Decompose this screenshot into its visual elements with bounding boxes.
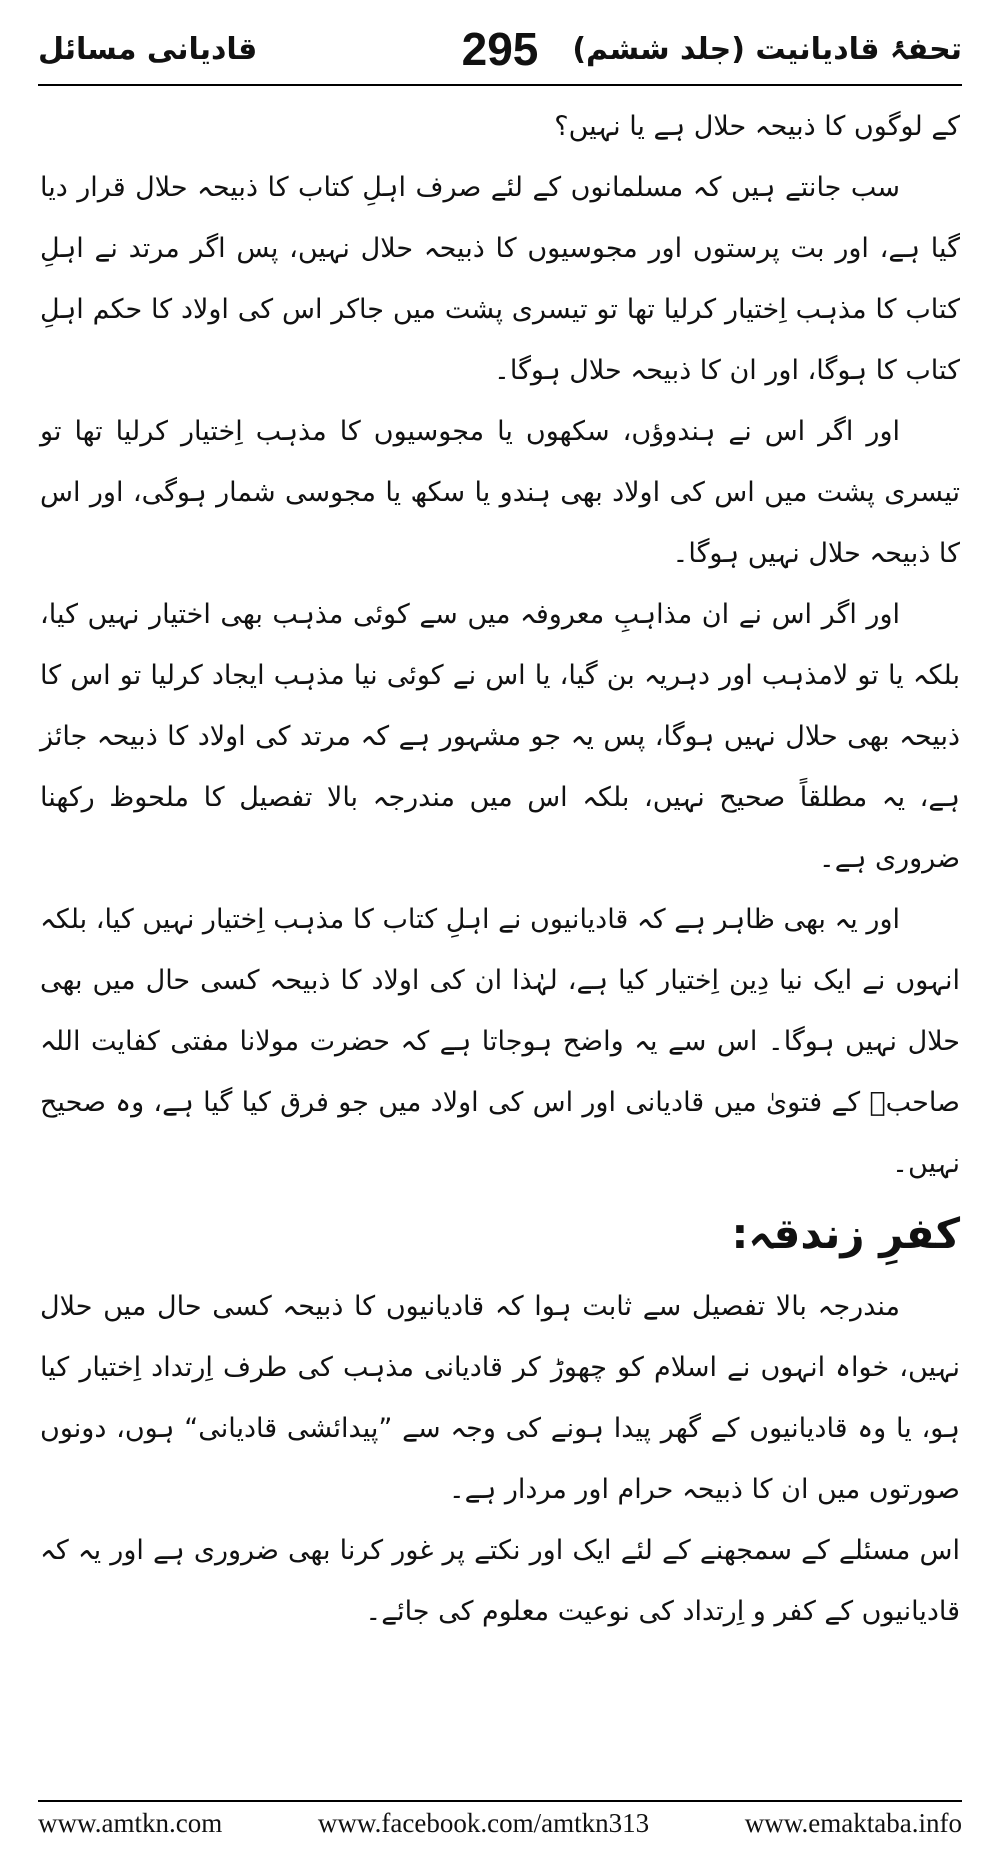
header-divider bbox=[38, 84, 962, 86]
footer-link-facebook[interactable]: www.facebook.com/amtkn313 bbox=[317, 1808, 650, 1838]
page-footer bbox=[38, 1808, 962, 1839]
body-paragraph: کے لوگوں کا ذبیحہ حلال ہے یا نہیں؟ bbox=[554, 111, 960, 142]
section-heading: کفرِ زندقہ: bbox=[731, 1209, 960, 1258]
body-paragraph: اور یہ بھی ظاہر ہے کہ قادیانیوں نے اہلِ کتاب کا مذہب اِختیار نہیں کیا، بلکہ انہوں نے ایک نیا دِین اِختیار کیا ہے، لہٰذا ان کی اولاد کا ذبیحہ کسی حال میں بھی حلال نہیں ہوگا۔ اس سے یہ واضح ہوجاتا ہے کہ حضرت مولانا مفتی کفایت اللہ صاحبؒ کے فتویٰ میں قادیانی اور اس کی اولاد میں جو فرق کیا گیا ہے، وہ صحیح نہیں۔ bbox=[40, 904, 960, 1179]
body-paragraph: اس مسئلے کے سمجھنے کے لئے ایک اور نکتے پر غور کرنا بھی ضروری ہے اور یہ کہ قادیانیوں کے کفر و اِرتداد کی نوعیت معلوم کی جائے۔ bbox=[40, 1535, 960, 1627]
page-header bbox=[38, 18, 962, 80]
footer-divider bbox=[38, 1800, 962, 1802]
body-paragraph: سب جانتے ہیں کہ مسلمانوں کے لئے صرف اہلِ کتاب کا ذبیحہ حلال قرار دیا گیا ہے، اور بت پرستوں اور مجوسیوں کا ذبیحہ حلال نہیں، پس اگر مرتد نے اہلِ کتاب کا مذہب اِختیار کرلیا تھا تو تیسری پشت میں جاکر اس کی اولاد کا حکم اہلِ کتاب کا ہوگا، اور ان کا ذبیحہ حلال ہوگا۔ bbox=[40, 172, 960, 386]
body-paragraph: اور اگر اس نے ہندوؤں، سکھوں یا مجوسیوں کا مذہب اِختیار کرلیا تھا تو تیسری پشت میں اس کی اولاد بھی ہندو یا سکھ یا مجوسی شمار ہوگی، اور اس کا ذبیحہ حلال نہیں ہوگا۔ bbox=[40, 416, 960, 569]
page-body bbox=[40, 96, 960, 1642]
book-title: تحفۂ قادیانیت (جلد ششم) bbox=[572, 32, 962, 67]
footer-link-emaktaba[interactable]: www.emaktaba.info bbox=[744, 1808, 962, 1838]
body-paragraph: اور اگر اس نے ان مذاہبِ معروفہ میں سے کوئی مذہب بھی اختیار نہیں کیا، بلکہ یا تو لامذہب اور دہریہ بن گیا، یا اس نے کوئی نیا مذہب ایجاد کرلیا تو اس کا ذبیحہ بھی حلال نہیں ہوگا، پس یہ جو مشہور ہے کہ مرتد کی اولاد کا ذبیحہ جائز ہے، یہ مطلقاً صحیح نہیں، بلکہ اس میں مندرجہ بالا تفصیل کا ملحوظ رکھنا ضروری ہے۔ bbox=[40, 599, 960, 874]
footer-link-amtkn[interactable]: www.amtkn.com bbox=[38, 1808, 223, 1838]
page-number: 295 bbox=[461, 23, 539, 75]
section-title: قادیانی مسائل bbox=[38, 32, 258, 67]
body-paragraph: مندرجہ بالا تفصیل سے ثابت ہوا کہ قادیانیوں کا ذبیحہ کسی حال میں حلال نہیں، خواہ انہوں نے اسلام کو چھوڑ کر قادیانی مذہب کی طرف اِرتداد اِختیار کیا ہو، یا وہ قادیانیوں کے گھر پیدا ہونے کی وجہ سے ”پیدائشی قادیانی“ ہوں، دونوں صورتوں میں ان کا ذبیحہ حرام اور مردار ہے۔ bbox=[40, 1291, 961, 1505]
